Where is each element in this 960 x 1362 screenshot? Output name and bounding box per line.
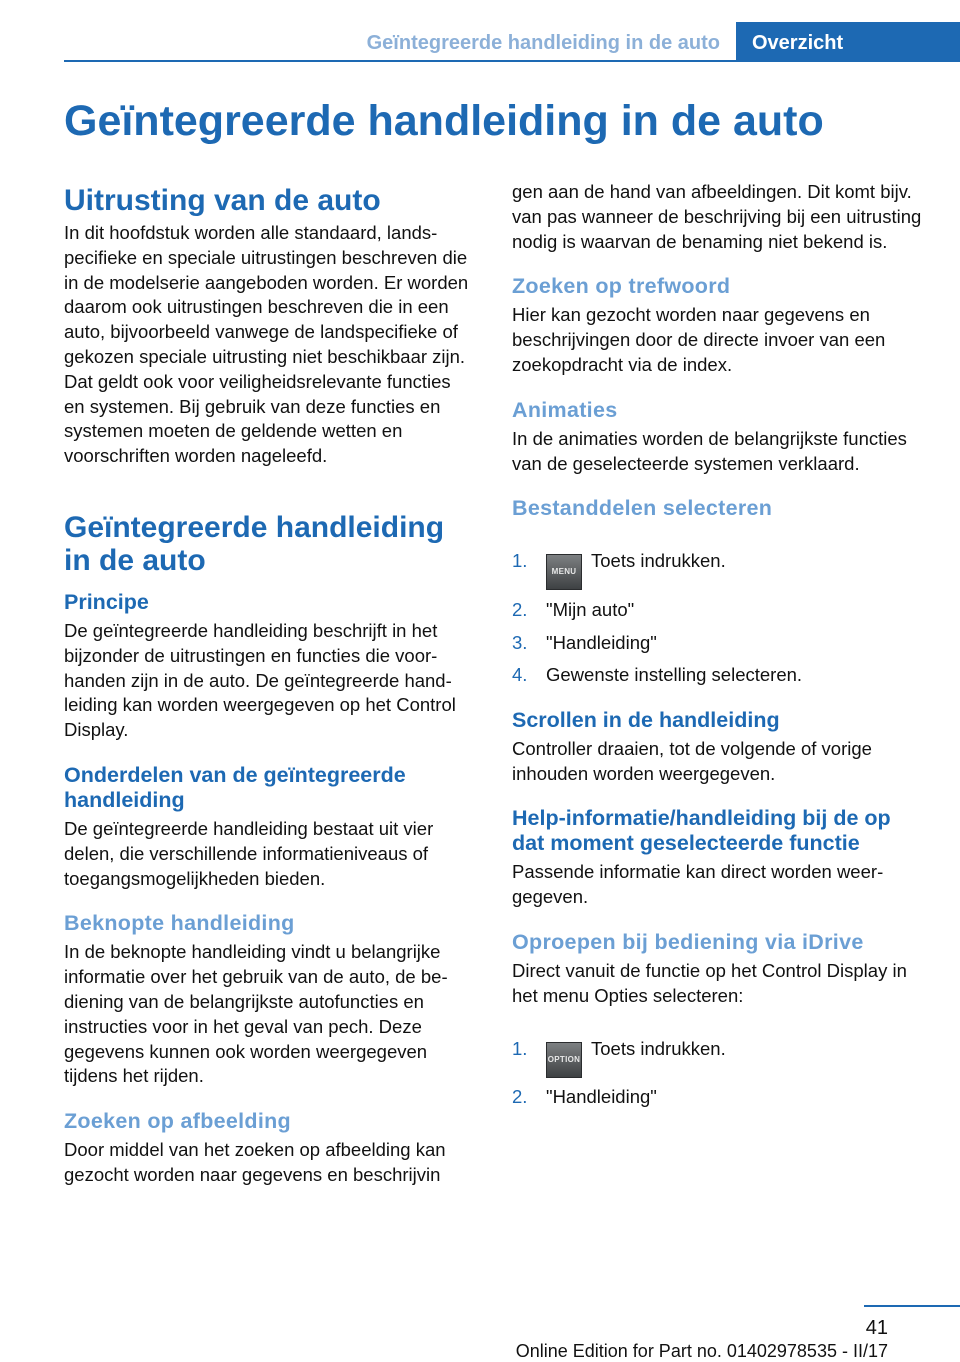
right-column <box>512 181 928 1118</box>
step-number: 2. <box>512 1086 528 1108</box>
heading-quick-guide: Beknopte handleiding <box>64 911 295 936</box>
heading-keyword-search: Zoeken op trefwoord <box>512 274 731 299</box>
heading-integrated-manual: Geïntegreerde handleiding in de auto <box>64 510 445 577</box>
footer-edition: Online Edition for Part no. 01402978535 - II/17 <box>515 1341 888 1361</box>
step-text: "Handleiding" <box>546 631 657 653</box>
paragraph-help-information: Passende informatie kan direct worden weergegeven. <box>512 861 884 908</box>
header-rule <box>64 60 960 62</box>
idrive-steps-list <box>512 1031 928 1110</box>
paragraph-quick-guide: In de beknopte handleiding vindt u belangrijke informatie over het gebruik van de auto, de bediening van de belangrijkste autofuncties en instructies voor in het geval van pech. Deze gegevens kunnen ook worden weergegeven tijdens het rijden. <box>64 941 448 1087</box>
list-item <box>512 631 928 656</box>
step-text: Toets indrukken. <box>591 1037 726 1059</box>
list-item <box>512 1031 928 1078</box>
heading-equipment: Uitrusting van de auto <box>64 184 381 217</box>
step-number: 3. <box>512 631 528 653</box>
step-number: 2. <box>512 599 528 621</box>
paragraph-animations: In de animaties worden de belangrijkste functies van de geselecteerde systemen verklaard. <box>512 427 907 474</box>
paragraph-keyword-search: Hier kan gezocht worden naar gegevens en beschrijvingen door de directe invoer van een zoekopdracht via de index. <box>512 304 886 375</box>
list-item <box>512 598 928 623</box>
paragraph-principle: De geïntegreerde handleiding beschrijft in het bijzonder de uitrustingen en functies die voorhanden zijn in de auto. De geïntegreerde handleiding kan worden weergegeven op het Control Display. <box>64 619 456 741</box>
left-column <box>64 184 476 1188</box>
list-item <box>512 543 928 590</box>
running-header-title: Geïntegreerde handleiding in de auto <box>366 32 720 54</box>
menu-button-icon: MENU <box>546 554 582 590</box>
paragraph-image-search: Door middel van het zoeken op afbeelding kan gezocht worden naar gegevens en beschrijvin <box>64 1139 446 1185</box>
list-item <box>512 1085 928 1110</box>
step-number: 1. <box>512 550 528 572</box>
list-item <box>512 663 928 688</box>
step-number: 4. <box>512 664 528 686</box>
step-text: "Mijn auto" <box>546 599 635 621</box>
step-text: Gewenste instelling selecteren. <box>546 664 803 686</box>
paragraph-image-search-continued: gen aan de hand van afbeeldingen. Dit komt bijv. van pas wanneer de beschrijving bij een uitrusting nodig is waarvan de benaming niet bekend is. <box>512 181 922 252</box>
step-text: "Handleiding" <box>546 1086 657 1108</box>
page-title: Geïntegreerde handleiding in de auto <box>64 97 824 145</box>
heading-select-components: Bestanddelen selecteren <box>512 496 773 521</box>
heading-animations: Animaties <box>512 397 618 422</box>
page-number: 41 <box>865 1317 888 1339</box>
heading-scrolling: Scrollen in de handleiding <box>512 707 780 732</box>
heading-parts: Onderdelen van de geïntegreerde handleiding <box>64 762 406 812</box>
section-tab: Overzicht <box>736 22 960 62</box>
paragraph-parts: De geïntegreerde handleiding bestaat uit vier delen, die verschillende informatieniveaus of toegangsmogelijkheden bieden. <box>64 817 434 889</box>
heading-idrive-call: Oproepen bij bediening via iDrive <box>512 930 864 955</box>
step-text: Toets indrukken. <box>591 550 726 572</box>
paragraph-equipment: In dit hoofdstuk worden alle standaard, landspecifieke en speciale uitrustingen beschreven die in de modelserie aangeboden worden. Er worden daarom ook uitrustingen beschreven die in een auto, bijvoorbeeld vanwege de landspecifieke of gekozen speciale uitrusting niet beschikbaar zijn. Dat geldt ook voor veiligheidsrelevante functies en systemen. Bij gebruik van deze functies en systemen moeten de geldende wetten en voorschriften worden nageleefd. <box>64 222 469 467</box>
select-steps-list <box>512 543 928 687</box>
paragraph-idrive-call: Direct vanuit de functie op het Control Display in het menu Opties selecteren: <box>512 960 907 1006</box>
footer-rule <box>864 1305 960 1307</box>
paragraph-scrolling: Controller draaien, tot de volgende of vorige inhouden worden weergegeven. <box>512 737 872 784</box>
heading-principle: Principe <box>64 589 149 614</box>
heading-image-search: Zoeken op afbeelding <box>64 1109 291 1134</box>
heading-help-information: Help-informatie/handleiding bij de op dat moment geselecteerde functie <box>512 806 891 856</box>
option-button-icon: OPTION <box>546 1042 582 1078</box>
step-number: 1. <box>512 1037 528 1059</box>
